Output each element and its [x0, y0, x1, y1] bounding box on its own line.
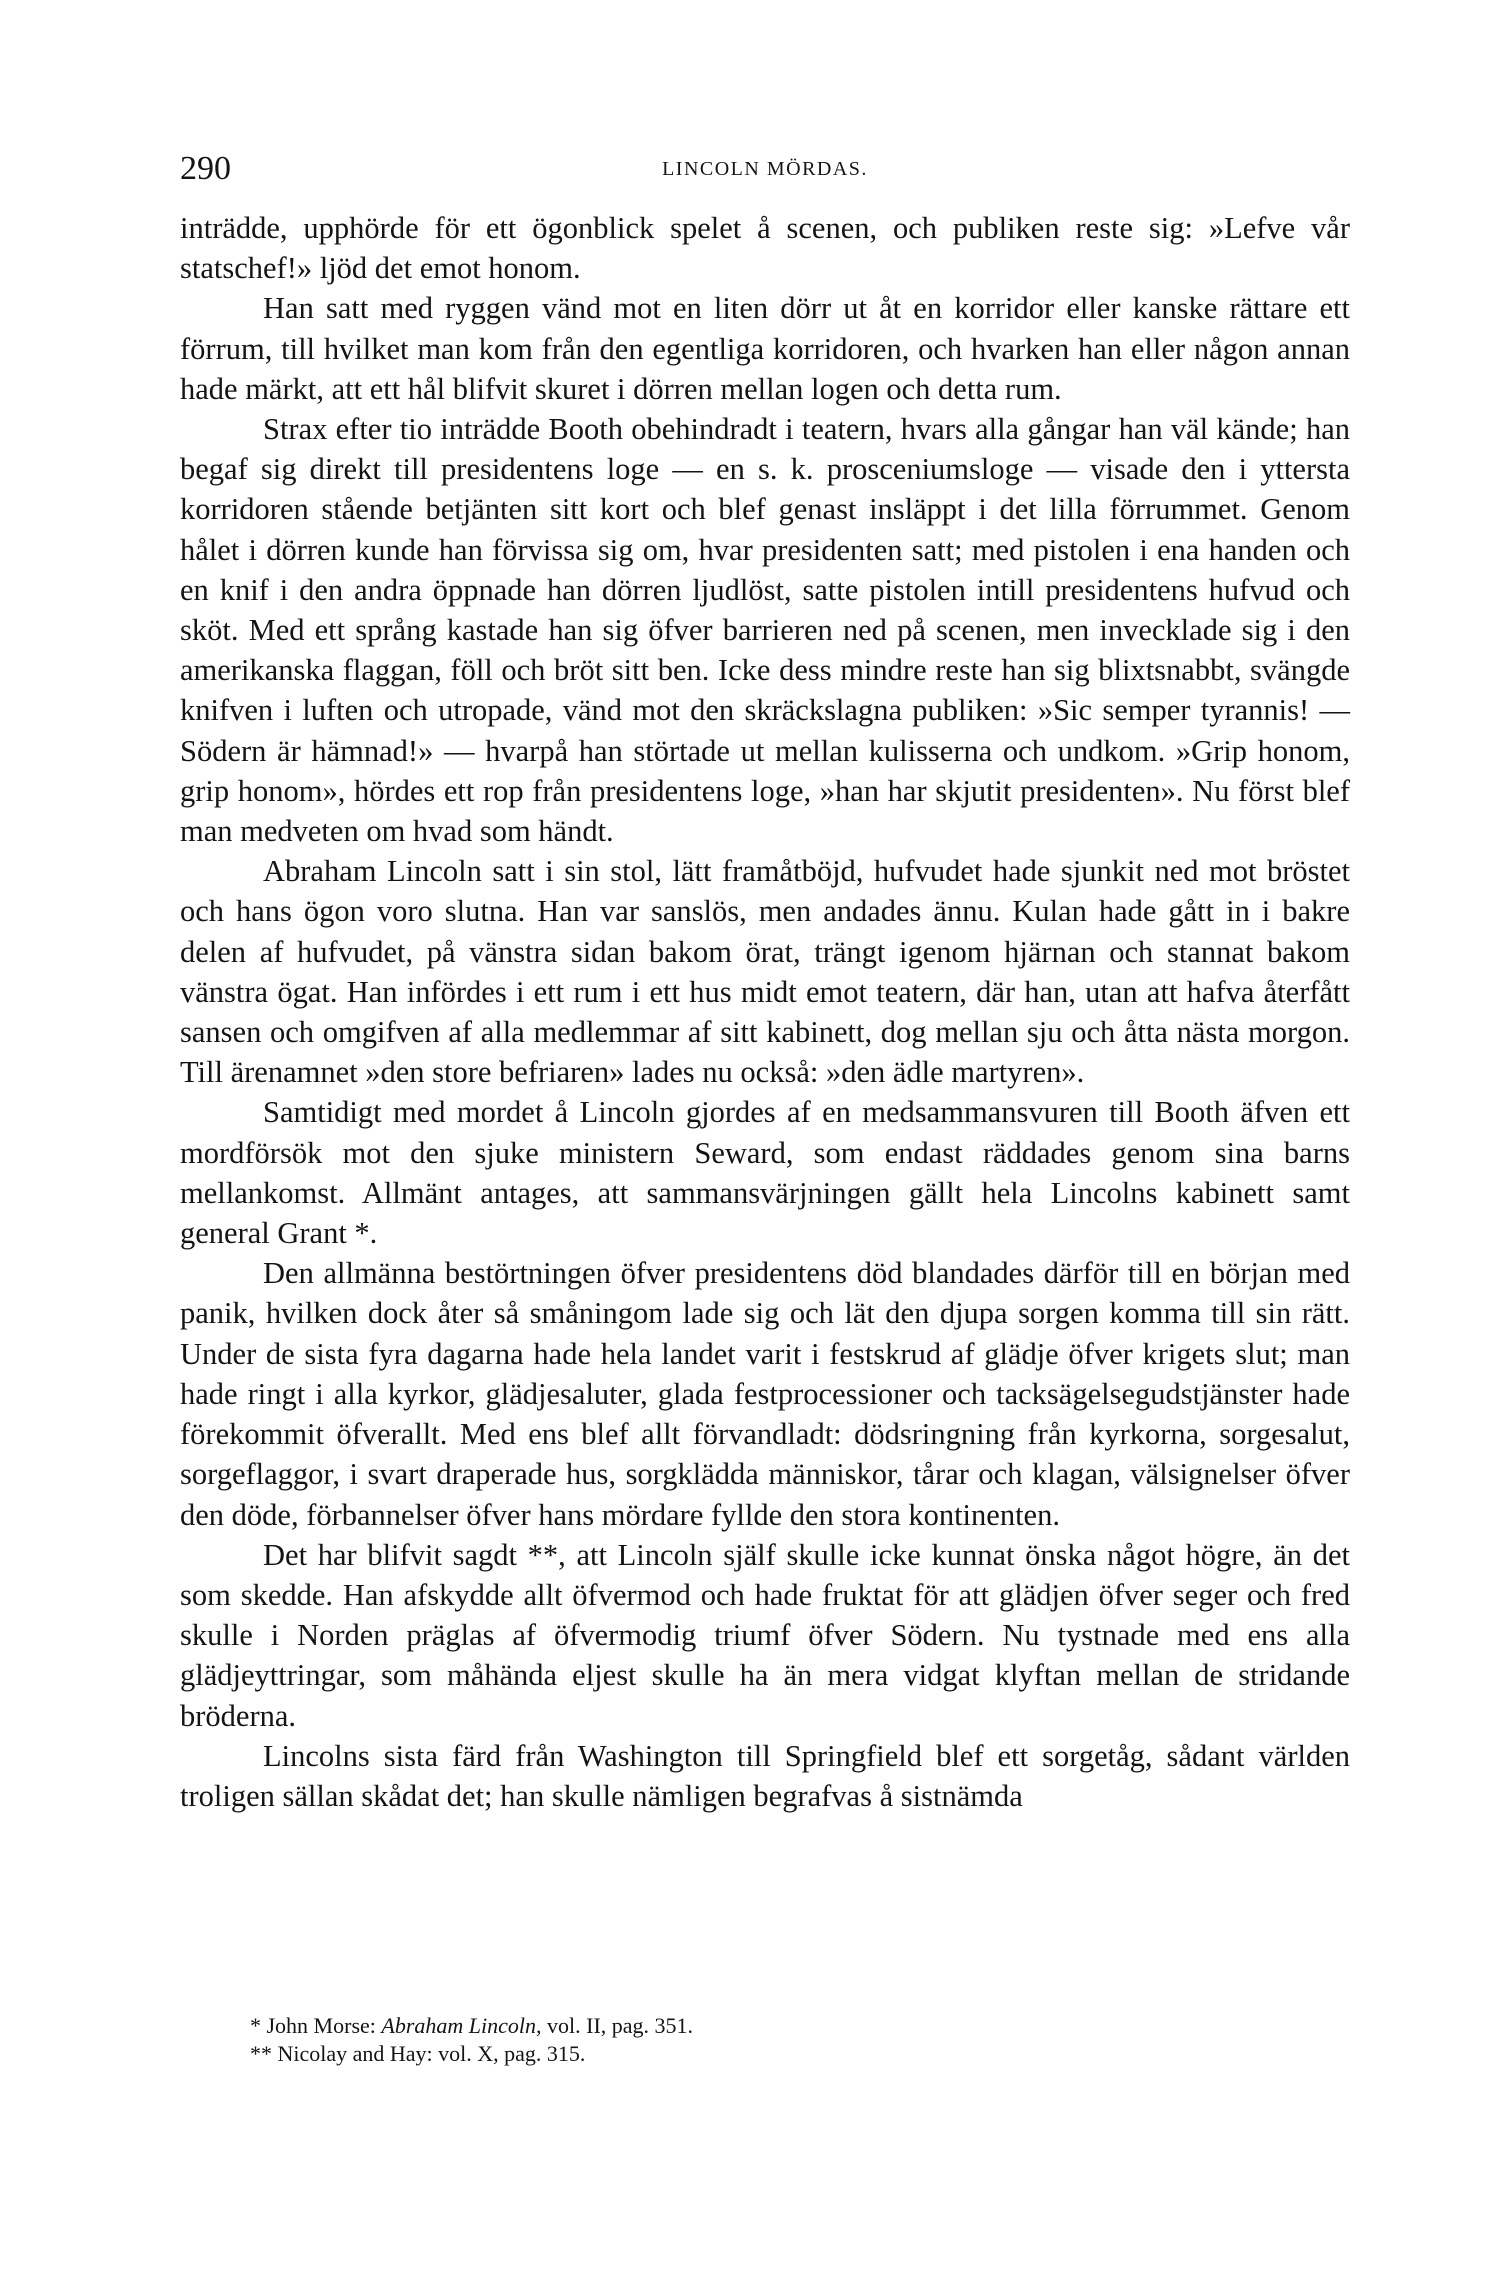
footnote [180, 2040, 1350, 2068]
footnote-author: Nicolay and Hay: [277, 2041, 433, 2066]
footnote-ref: vol. X, pag. 315. [438, 2041, 586, 2066]
footnotes [180, 2012, 1350, 2068]
paragraph: Han satt med ryggen vänd mot en liten dörr ut åt en korridor eller kanske rättare ett förrum, till hvilket man kom från den egentliga korridoren, och hvarken han eller någon annan hade märkt, att ett hål blifvit skuret i dörren mellan logen och detta rum. [180, 291, 1350, 406]
body-text [180, 208, 1350, 1816]
footnote [180, 2012, 1350, 2040]
footnote-marker: ** [250, 2041, 272, 2066]
page-number: 290 [180, 150, 231, 187]
paragraph: Det har blifvit sagdt **, att Lincoln själf skulle icke kunnat önska något högre, än det som skedde. Han afskydde allt öfvermod och hade fruktat för att glädjen öfver seger och fred skulle i Norden präglas af öfvermodig triumf öfver Södern. Nu tystnade med ens alla glädjeyttringar, som måhända eljest skulle ha än mera vidgat klyftan mellan de stridande bröderna. [180, 1537, 1350, 1733]
paragraph: Abraham Lincoln satt i sin stol, lätt framåtböjd, hufvudet hade sjunkit ned mot bröstet och hans ögon voro slutna. Han var sanslös, men andades ännu. Kulan hade gått in i bakre delen af hufvudet, på vänstra sidan bakom örat, trängt igenom hjärnan och stannat bakom vänstra ögat. Han infördes i ett rum i ett hus midt emot teatern, där han, utan att hafva återfått sansen och omgifven af alla medlemmar af sitt kabinett, dog mellan sju och åtta nästa morgon. Till ärenamnet »den store befriaren» lades nu också: »den ädle martyren». [180, 854, 1350, 1090]
paragraph: Den allmänna bestörtningen öfver presidentens död blandades därför till en början med panik, hvilken dock åter så småningom lade sig och lät den djupa sorgen komma till sin rätt. Under de sista fyra dagarna hade hela landet varit i festskrud af glädje öfver krigets slut; man hade ringt i alla kyrkor, glädjesaluter, glada festprocessioner och tacksägelsegudstjänster hade förekommit öfverallt. Med ens blef allt förvandladt: dödsringning från kyrkorna, sorgesalut, sorgeflaggor, i svart draperade hus, sorgklädda människor, tårar och klagan, välsignelser öfver den döde, förbannelser öfver hans mördare fyllde den stora kontinenten. [180, 1256, 1350, 1532]
paragraph: Lincolns sista färd från Washington till Springfield blef ett sorgetåg, sådant världen troligen sällan skådat det; han skulle nämligen begrafvas å sistnämda [180, 1738, 1350, 1813]
paragraph: Strax efter tio inträdde Booth obehindradt i teatern, hvars alla gångar han väl kände; han begaf sig direkt till presidentens loge — en s. k. prosceniumsloge — visade den i yttersta korridoren stående betjänten sitt kort och blef genast insläppt i det lilla förrummet. Genom hålet i dörren kunde han förvissa sig om, hvar presidenten satt; med pistolen i ena handen och en knif i den andra öppnade han dörren ljudlöst, satte pistolen intill presidentens hufvud och sköt. Med ett språng kastade han sig öfver barrieren ned på scenen, men invecklade sig i den amerikanska flaggan, föll och bröt sitt ben. Icke dess mindre reste han sig blixtsnabbt, svängde knifven i luften och utropade, vänd mot den skräckslagna publiken: »Sic semper tyrannis! — Södern är hämnad!» — hvarpå han störtade ut mellan kulisserna och undkom. »Grip honom, grip honom», hördes ett rop från presidentens loge, »han har skjutit presidenten». Nu först blef man medveten om hvad som händt. [180, 412, 1350, 849]
footnote-ref: vol. II, pag. 351. [547, 2013, 694, 2038]
page-header [180, 150, 1350, 190]
footnote-author: John Morse: [266, 2013, 376, 2038]
running-head: LINCOLN MÖRDAS. [662, 158, 868, 180]
footnote-title: Abraham Lincoln, [381, 2013, 542, 2038]
paragraph: inträdde, upphörde för ett ögonblick spelet å scenen, och publiken reste sig: »Lefve vår statschef!» ljöd det emot honom. [180, 211, 1350, 286]
paragraph: Samtidigt med mordet å Lincoln gjordes af en medsammansvuren till Booth äfven ett mordförsök mot den sjuke ministern Seward, som endast räddades genom sina barns mellankomst. Allmänt antages, att sammansvärjningen gällt hela Lincolns kabinett samt general Grant *. [180, 1095, 1350, 1251]
footnote-marker: * [250, 2013, 261, 2038]
